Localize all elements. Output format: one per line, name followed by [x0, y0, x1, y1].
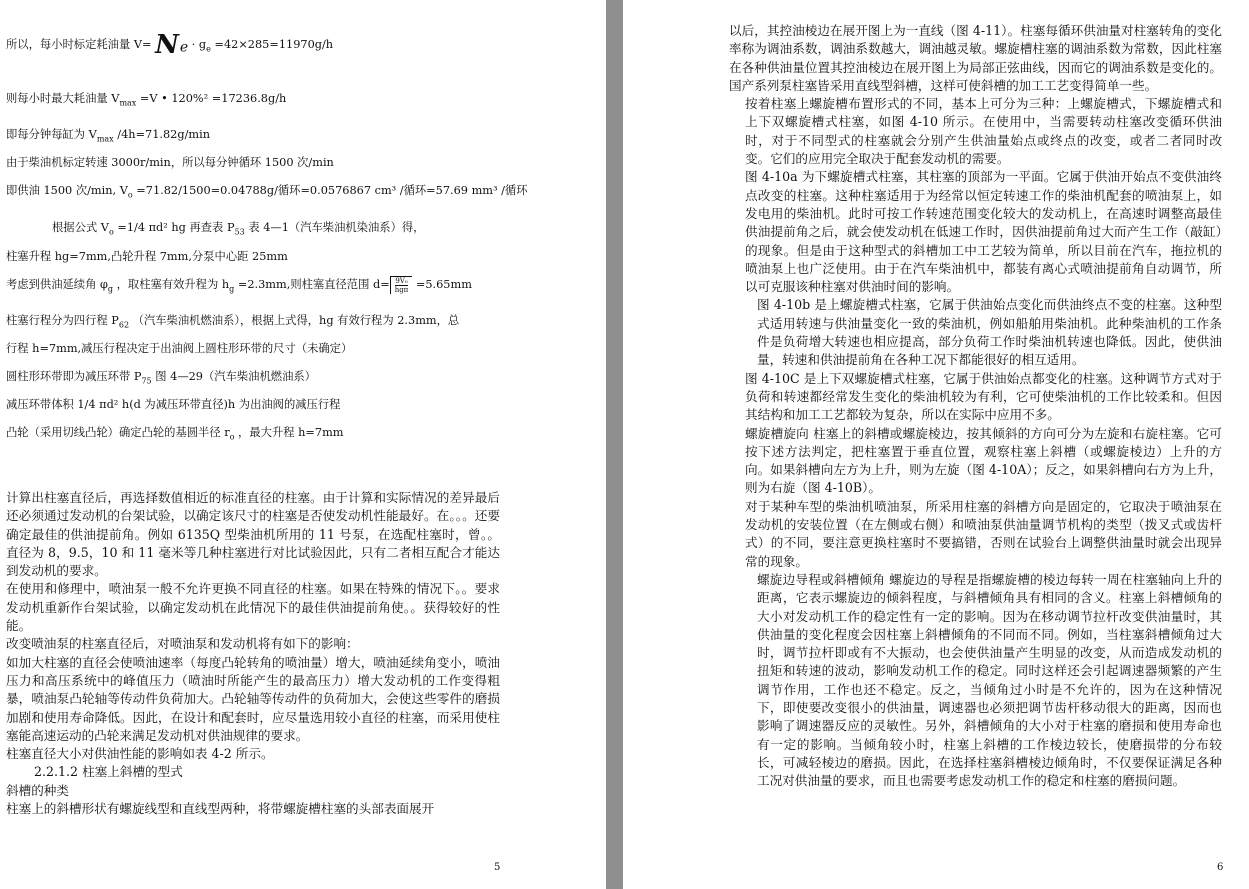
- formula-line: [6, 92, 286, 110]
- formula-text: =1/4 πd² hg 再查表 P: [113, 221, 235, 234]
- paragraph: 2.2.1.2 柱塞上斜槽的型式: [34, 764, 183, 780]
- formula-text: =V • 120%² =17236.8g/h: [136, 92, 287, 105]
- formula-subscript: o: [127, 190, 133, 200]
- formula-text: 凸轮（采用切线凸轮）确定凸轮的基圆半径 r: [6, 426, 230, 439]
- paragraph: 图 4-10C 是上下双螺旋槽式柱塞，它属于供油始点都变化的柱塞。这种调节方式对于负荷和转速都经常发生变化的柴油机较为有利，它可使柴油机的工作比较柔和。但因其结构和加工工艺都较为复杂，所以在实际中应用不多。: [745, 370, 1222, 423]
- formula-text: /4h=71.82g/min: [113, 128, 211, 141]
- formula-subscript: g: [229, 284, 235, 294]
- paragraph: 图 4-10b 是上螺旋槽式柱塞，它属于供油始点变化而供油终点不变的柱塞。这种型式适用转速与供油量变化一致的柴油机，例如船舶用柴油机。此种柴油机的工作条件是负荷增大转速也相应提高，部分负荷工作时柴油机转速也降低。因此，使供油量，转速和供油提前角在各种工况下都能很好的相互适用。: [757, 297, 1222, 368]
- formula-text: 行程 h=7mm,减压行程决定于出油阀上圆柱形环带的尺寸（未确定）: [6, 342, 353, 355]
- page-number: 5: [494, 862, 501, 873]
- paragraph: 计算出柱塞直径后，再选择数值相近的标准直径的柱塞。由于计算和实际情况的差异最后还必须通过发动机的台架试验，以确定该尺寸的柱塞是否使发动机性能最好。在。。。还要确定最佳的供油提前角。例如 6135Q 型柴油机所用的 11 号泵，在选配柱塞时，曾。。直径为 8，9.5，10 和 11 毫米等几种柱塞进行对比试验因此，只有二者相互配合才能达到发动机的要求。: [6, 490, 500, 579]
- formula-line: [6, 398, 340, 412]
- formula-text: ，取柱塞有效升程为 h: [113, 278, 230, 291]
- formula-text: 减压环带体积 1/4 πd² h(d 为减压环带直径)h 为出油阀的减压行程: [6, 398, 341, 411]
- formula-text: =2.3mm,则柱塞直径范围 d=: [234, 278, 390, 291]
- formula-line: [6, 250, 288, 264]
- left-page: [0, 0, 606, 889]
- left-body-text: [6, 489, 500, 818]
- formula-text: 则每小时最大耗油量 V: [6, 92, 120, 105]
- fraction: [395, 277, 409, 294]
- paragraph: 螺旋槽旋向 柱塞上的斜槽或螺旋棱边，按其倾斜的方向可分为左旋和右旋柱塞。它可按下述方法判定，把柱塞置于垂直位置，观察柱塞上斜槽（或螺旋棱边）上升的方向。如果斜槽向左方为上升，则为左旋（图 4-10A）；反之，如果斜槽向右方为上升，则为右旋（图 4-10B）。: [745, 425, 1222, 496]
- formula-line: [6, 370, 316, 388]
- paragraph: 如加大柱塞的直径会使喷油速率（每度凸轮转角的喷油量）增大，喷油延续角变小，喷油压力和高压系统中的峰值压力（喷油时所能产生的最高压力）增大发动机的工作变得粗暴，喷油泵凸轮轴等传动件负荷加大。凸轮轴等传动件的负荷加大，会使这些零件的磨损加剧和使用寿命降低。因此，在设计和配套时，应尽量选用较小直径的柱塞，而采用使柱塞能高速运动的凸轮来满足发动机对供油规律的要求。: [6, 654, 500, 743]
- paragraph: 斜槽的种类: [6, 782, 69, 798]
- formula-subscript: max: [119, 98, 137, 108]
- formula-line: [6, 30, 334, 60]
- formula-subscript: e: [179, 39, 189, 56]
- sqrt-sign: [390, 276, 413, 294]
- paragraph: 对于某种车型的柴油机喷油泵，所采用柱塞的斜槽方向是固定的，它取决于喷油泵在发动机的安装位置（在左侧或右侧）和喷油泵供油量调节机构的类型（拨叉式或齿杆式）的不同，要注意更换柱塞时不要搞错，否则在试验台上调整供油量时就会出现异常的现象。: [745, 498, 1222, 569]
- formula-line: [6, 276, 472, 296]
- formula-text: 所以，每小时标定耗油量 V=: [6, 38, 152, 51]
- formula-text: ，最大升程 h=7mm: [234, 426, 344, 439]
- formula-text: =5.65mm: [412, 278, 472, 291]
- formula-subscript: 75: [141, 376, 152, 386]
- formula-subscript: e: [206, 44, 211, 54]
- right-page: [623, 0, 1249, 889]
- formula-subscript: 53: [234, 227, 245, 237]
- formula-symbol: N: [155, 30, 180, 60]
- formula-line: [52, 221, 424, 239]
- paragraph: 柱塞直径大小对供油性能的影响如表 4-2 所示。: [6, 746, 274, 762]
- formula-text: 柱塞升程 hg=7mm,凸轮升程 7mm,分泵中心距 25mm: [6, 250, 288, 263]
- paragraph: 改变喷油泵的柱塞直径后，对喷油泵和发动机将有如下的影响：: [6, 636, 359, 652]
- paragraph: 图 4-10a 为下螺旋槽式柱塞，其柱塞的顶部为一平面。它属于供油开始点不变供油终点改变的柱塞。这种柱塞适用于为经常以恒定转速工作的柴油机配套的喷油泵上，如发电用的柴油机。此时可按工作转速范围变化较大的发动机上，在高速时调整高最佳供油提前角之后，就会使发动机在低速工作时，因供油提前角过大而产生工作（敲缸）的现象。但是由于这种型式的斜槽加工中工艺较为简单，所以目前在汽车，拖拉机的喷油泵上也广泛使用。由于在汽车柴油机中，都装有离心式喷油提前角自动调节，所以可克服该种柱塞对供油时间的影响。: [745, 169, 1222, 295]
- fraction-numerator: 9V₀: [395, 277, 408, 285]
- formula-text: 根据公式 V: [52, 221, 109, 234]
- formula-line: [6, 184, 528, 202]
- formula-subscript: max: [96, 134, 114, 144]
- formula-line: [6, 314, 459, 332]
- formula-text: 即每分钟每缸为 V: [6, 128, 97, 141]
- formula-subscript: o: [108, 227, 114, 237]
- formula-line: [6, 128, 210, 146]
- formula-subscript: o: [229, 432, 235, 442]
- formula-text: 图 4—29（汽车柴油机燃油系）: [151, 370, 316, 383]
- paragraph: 按着柱塞上螺旋槽布置形式的不同，基本上可分为三种：上螺旋槽式，下螺旋槽式和上下双螺旋槽式柱塞，如图 4-10 所示。在使用中，当需要转动柱塞改变循环供油时，对于不同型式的柱塞就会分别产生供油量始点或终点的改变，或者二者同时改变。它们的应用完全取决于配套发动机的需要。: [745, 96, 1222, 167]
- formula-text: 即供油 1500 次/min, V: [6, 184, 128, 197]
- paragraph: 螺旋边导程或斜槽倾角 螺旋边的导程是指螺旋槽的棱边每转一周在柱塞轴向上升的距离，它表示螺旋边的倾斜程度，与斜槽倾角具有相同的含义。柱塞上斜槽倾角的大小对发动机工作的稳定性有一定的影响。因为在移动调节拉杆改变供油量时，其供油量的变化程度会因柱塞上斜槽倾角的不同而不同。例如，当柱塞斜槽倾角过大时，调节拉杆即或有不大振动，也会使供油量产生明显的改变，从而造成发动机的扭矩和转速的波动，影响发动机工作的稳定。同时这样还会引起调速器频繁的产生调节作用，工作也还不稳定。反之，当倾角过小时是不允许的，因为在这种情况下，即使要改变很小的供油量，调速器也必须把调节齿杆移动很大的距离，因而也影响了调速器反应的灵敏性。另外，斜槽倾角的大小对于柱塞的磨损和使用寿命也有一定的影响。当倾角较小时，柱塞上斜槽的工作棱边较长，使磨损带的分布较长，可减轻棱边的磨损。因此，在选择柱塞斜槽棱边倾角时，不仅要保证满足各种工况对供油量的要求，而且也需要考虑发动机工作的稳定和柱塞的磨损问题。: [757, 571, 1222, 789]
- formula-text: 由于柴油机标定转速 3000r/min，所以每分钟循环 1500 次/min: [6, 156, 334, 169]
- formula-line: [6, 342, 352, 356]
- paragraph: 以后，其控油棱边在展开图上为一直线（图 4-11）。柱塞每循环供油量对柱塞转角的变化率称为调油系数，调油系数越大，调油越灵敏。螺旋槽柱塞的调油系数为常数，因此柱塞在各种供油量位置其控油棱边在展开图上为局部正弦曲线，因而它的调油系数是变化的。国产系列泵柱塞皆采用直线型斜槽，这样可使斜槽的加工工艺变得简单一些。: [729, 23, 1222, 93]
- right-body-text: [729, 22, 1222, 790]
- formula-text: =42×285=11970g/h: [214, 38, 334, 51]
- formula-text: （汽车柴油机燃油系），根据上式得，hg 有效行程为 2.3mm，总: [129, 314, 460, 327]
- fraction-denominator: hgπ: [394, 286, 409, 294]
- formula-subscript: 62: [118, 320, 130, 330]
- formula-text: 柱塞行程分为四行程 P: [6, 314, 119, 327]
- formula-text: · g: [191, 38, 207, 51]
- paragraph: 在使用和修理中，喷油泵一般不允许更换不同直径的柱塞。如果在特殊的情况下。。要求发动机重新作台架试验，以确定发动机在此情况下的最佳供油提前角使。。获得较好的性能。: [6, 581, 500, 634]
- formula-text: 圆柱形环带即为减压环带 P: [6, 370, 142, 383]
- formula-line: [6, 156, 334, 170]
- formula-text: 考虑到供油延续角 φ: [6, 278, 108, 291]
- formula-text: =71.82/1500=0.04788g/循环=0.0576867 cm³ /循环=57.69 mm³ /循环: [132, 184, 528, 197]
- formula-text: 表 4—1（汽车柴油机染油系）得，: [244, 221, 425, 234]
- page-number: 6: [1217, 862, 1224, 873]
- formula-line: [6, 426, 344, 444]
- formula-subscript: g: [107, 284, 114, 294]
- paragraph: 柱塞上的斜槽形状有螺旋线型和直线型两种，将带螺旋槽柱塞的头部表面展开: [6, 801, 435, 817]
